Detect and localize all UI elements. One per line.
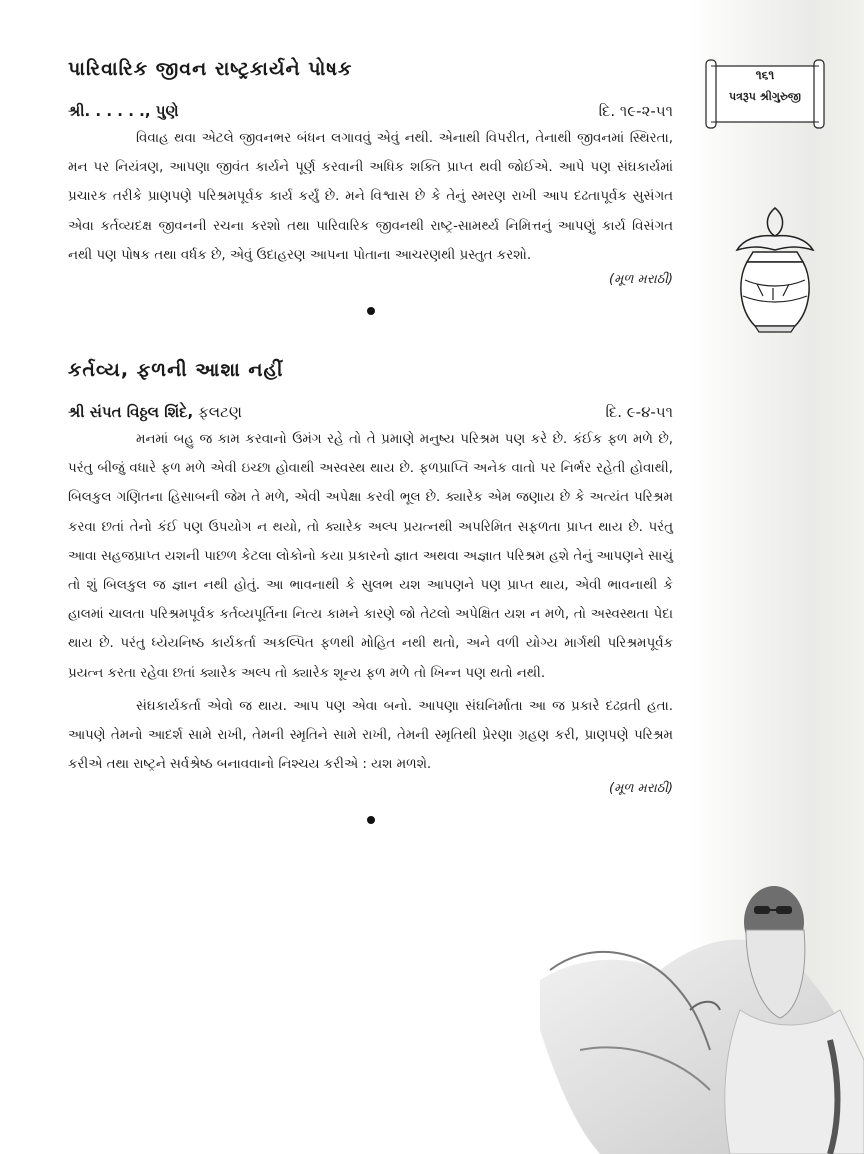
letter-date: દિ. ૯-૪-૫૧ bbox=[605, 403, 673, 422]
letter-paragraph: મનમાં બહુ જ કામ કરવાનો ઉમંગ રહે તો તે પ્રમાણે મનુષ્ય પરિશ્રમ પણ કરે છે. કંઈક ફળ મળે છે, પરંતુ બીજું વધારે ફળ મળે એવી ઇચ્છા હોવાથી અસ્વસ્થ થાય છે. ફળપ્રાપ્તિ અનેક વાતો પર નિર્ભર રહેતી હોવાથી, બિલકુલ ગણિતના હિસાબની જેમ તે મળે, એવી અપેક્ષા કરવી ભૂલ છે. ક્યારેક એમ જણાય છે કે અત્યંત પરિશ્રમ કરવા છતાં તેનો કંઈ પણ ઉપયોગ ન થયો, તો ક્યારેક અલ્પ પ્રયત્નથી અપરિમિત સફળતા પ્રાપ્ત થાય છે. પરંતુ આવા સહજપ્રાપ્ત યશની પાછળ કેટલા લોકોનો કયા પ્રકારનો જ્ઞાત અથવા અજ્ઞાત પરિશ્રમ હશે તેનું આપણને સાચું તો શું બિલકુલ જ જ્ઞાન નથી હોતું. આ ભાવનાથી કે સુલભ યશ આપણને પણ પ્રાપ્ત થાય, એવી ભાવનાથી કે હાલમાં ચાલતા પરિશ્રમપૂર્વક કર્તવ્યપૂર્તિના નિત્ય કામને કારણે જો તેટલો અપેક્ષિત યશ ન મળે, તો અસ્વસ્થતા પેદા થાય છે. પરંતુ ધ્યેયનિષ્ઠ કાર્યકર્તા અકલ્પિત ફળથી મોહિત નથી થતો, અને વળી યોગ્ય માર્ગથી પરિશ્રમપૂર્વક પ્રયત્ન કરતા રહેવા છતાં ક્યારેક અલ્પ તો ક્યારેક શૂન્ય ફળ મળે તો ખિન્ન પણ થતો નથી. bbox=[68, 432, 673, 681]
main-content bbox=[68, 58, 673, 824]
letter-meta bbox=[68, 102, 673, 120]
letter-recipient: શ્રી સંપત વિઠ્ઠલ શિંદે, bbox=[68, 403, 194, 422]
letter-paragraph: વિવાહ થવા એટલે જીવનભર બંધન લગાવવું એવું નથી. એનાથી વિપરીત, તેનાથી જીવનમાં સ્થિરતા, મન પર નિયંત્રણ, આપણા જીવંત કાર્યને પૂર્ણ કરવાની અધિક શક્તિ પ્રાપ્ત થવી જોઈએ. આપે પણ સંઘકાર્યમાં પ્રચારક તરીકે પ્રાણપણે પરિશ્રમપૂર્વક કાર્ય કર્યું છે. મને વિશ્વાસ છે કે તેનું સ્મરણ રાખી આપ દઢતાપૂર્વક સુસંગત એવા કર્તવ્યદક્ષ જીવનની રચના કરશો તથા પારિવારિક જીવનથી રાષ્ટ્ર-સામર્થ્ય નિમિત્તનું આપણું કાર્ય વિસંગત નથી પણ પોષક તથા વર્ધક છે, એવું ઉદાહરણ આપના પોતાના આચરણથી પ્રસ્તુત કરશો. bbox=[68, 131, 673, 263]
page-number: ૧૬૧ bbox=[755, 68, 775, 82]
letter-title: કર્તવ્ય, ફળની આશા નહીં bbox=[68, 359, 284, 382]
letter-recipient-line bbox=[68, 403, 242, 421]
letter bbox=[68, 359, 673, 824]
source-note: (મૂળ મરાઠી) bbox=[609, 781, 673, 797]
source-note: (મૂળ મરાઠી) bbox=[609, 272, 673, 288]
letter bbox=[68, 58, 673, 315]
letter-title: પારિવારિક જીવન રાષ્ટ્રકાર્યને પોષક bbox=[68, 58, 353, 80]
kalash-icon bbox=[733, 200, 817, 336]
section-separator-dot bbox=[367, 307, 375, 315]
letter-paragraph: સંઘકાર્યકર્તા એવો જ થાય. આપ પણ એવા બનો. આપણા સંઘનિર્માતા આ જ પ્રકારે દઢવ્રતી હતા. આપણે તેમનો આદર્શ સામે રાખી, તેમની સ્મૃતિને સામે રાખી, તેમની સ્મૃતિથી પ્રેરણા ગ્રહણ કરી, પ્રાણપણે પરિશ્રમ કરીએ તથા રાષ્ટ્રને સર્વશ્રેષ્ઠ બનાવવાનો નિશ્ચય કરીએ : યશ મળશે. bbox=[68, 698, 673, 773]
letter-recipient: શ્રી. . . . . ., પુણે bbox=[68, 102, 179, 120]
portrait-photo bbox=[540, 860, 864, 1154]
letter-date: દિ. ૧૯-૨-૫૧ bbox=[598, 102, 673, 120]
letter-place: ફલટણ bbox=[198, 403, 242, 422]
letter-meta bbox=[68, 403, 673, 421]
page-header-emblem bbox=[705, 58, 825, 130]
running-header: પત્રરૂપ શ્રીગુરુજી bbox=[729, 90, 801, 103]
section-separator-dot bbox=[367, 816, 375, 824]
